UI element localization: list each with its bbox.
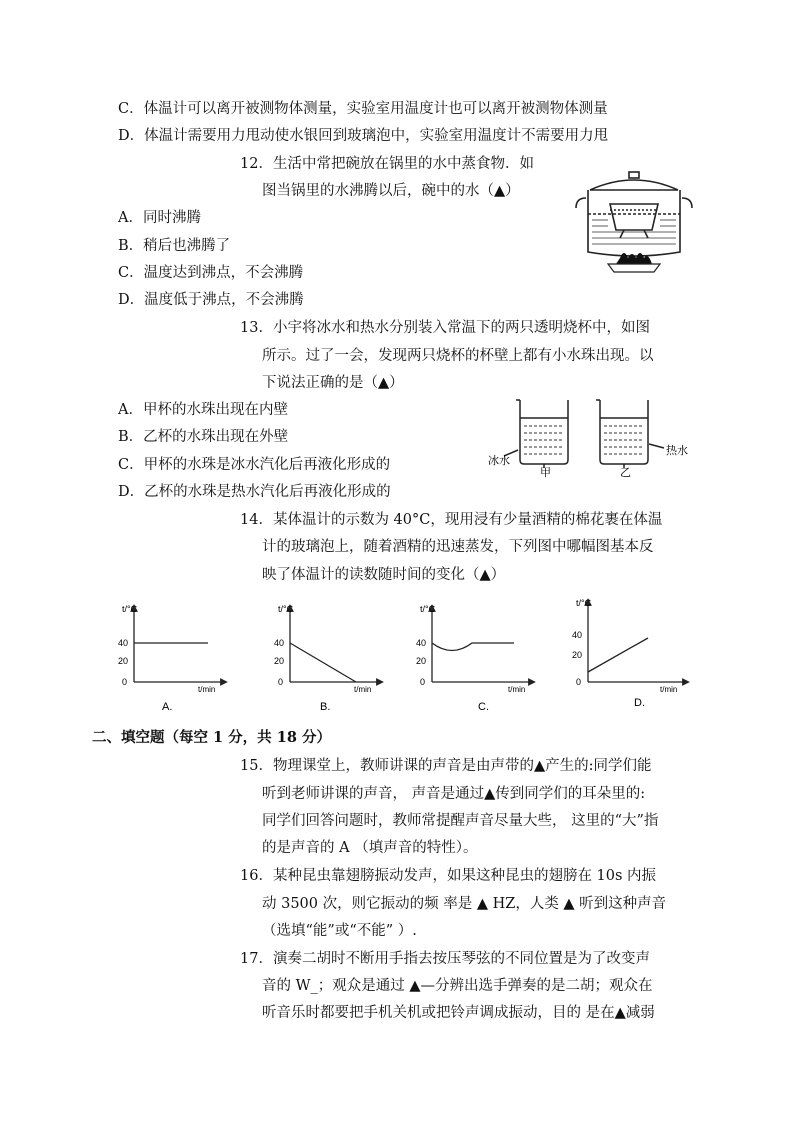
graph-d-tick-20: 20: [572, 650, 583, 660]
steamer-pot-figure: [568, 160, 700, 282]
graph-b-curve: [290, 643, 356, 682]
graph-d-tick-40: 40: [572, 630, 583, 640]
q16-line1: 16．某种昆虫靠翅膀振动发声，如果这种昆虫的翅膀在 10s 内振: [240, 868, 657, 884]
q13-option-c: C．甲杯的水珠是冰水汽化后再液化形成的: [118, 457, 391, 473]
graph-b-y-unit: t/°C: [278, 604, 294, 614]
graph-b-label: B.: [320, 701, 331, 713]
graph-c-tick-0: 0: [420, 677, 426, 687]
graph-a: [118, 604, 224, 713]
q13-stem-line3: 下说法正确的是（▲）: [262, 375, 404, 391]
graph-a-tick-20: 20: [118, 656, 129, 666]
q13-option-b: B．乙杯的水珠出现在外壁: [118, 429, 289, 445]
q12-stem-line1: 12．生活中常把碗放在锅里的水中蒸食物．如: [240, 156, 534, 172]
q15-line1: 15．物理课堂上，教师讲课的声音是由声带的▲产生的:同学们能: [240, 758, 652, 774]
q12-option-b: B．稍后也沸腾了: [118, 238, 231, 254]
graph-b-tick-20: 20: [274, 656, 285, 666]
q12-option-c: C．温度达到沸点，不会沸腾: [118, 265, 304, 281]
beakers-figure: [488, 394, 698, 484]
q14-graphs: [100, 598, 720, 718]
graph-a-tick-0: 0: [122, 677, 128, 687]
label-hot-water: 热水: [666, 445, 688, 457]
graph-d-curve: [588, 638, 648, 672]
q15-line3: 同学们回答问题时，教师常提醒声音尽量大些， 这里的“大”指: [262, 813, 659, 829]
q13-option-d: D．乙杯的水珠是热水汽化后再液化形成的: [118, 484, 391, 500]
graph-c-label: C.: [478, 701, 489, 713]
graph-a-tick-40: 40: [118, 638, 129, 648]
q13-stem-line1: 13．小宇将冰水和热水分别装入常温下的两只透明烧杯中，如图: [240, 320, 650, 336]
graph-d-tick-0: 0: [576, 677, 582, 687]
q12-option-d: D．温度低于沸点，不会沸腾: [118, 292, 304, 308]
q17-line2: 音的 W_；观众是通过 ▲—分辨出选手弹奏的是二胡；观众在: [262, 978, 653, 994]
q12-option-a: A．同时沸腾: [118, 210, 201, 226]
q15-line4: 的是声音的 A （填声音的特性）。: [262, 840, 478, 856]
graph-c: [416, 604, 532, 713]
graph-a-label: A.: [162, 701, 173, 713]
label-cup-yi: 乙: [620, 467, 631, 479]
section-2-heading: 二、填空题（每空 1 分，共 18 分）: [92, 729, 331, 746]
graph-c-tick-20: 20: [416, 656, 427, 666]
graph-c-tick-40: 40: [416, 638, 427, 648]
q14-stem-line2: 计的玻璃泡上，随着酒精的迅速蒸发，下列图中哪幅图基本反: [262, 539, 654, 555]
q16-line2: 动 3500 次，则它振动的频 率是 ▲ HZ，人类 ▲ 听到这种声音: [262, 896, 667, 912]
graph-d: [572, 598, 686, 709]
graph-b-tick-40: 40: [274, 638, 285, 648]
q14-stem-line3: 映了体温计的读数随时间的变化（▲）: [262, 567, 506, 583]
label-cup-jia: 甲: [540, 467, 551, 479]
graph-d-label: D.: [634, 697, 645, 709]
q13-stem-line2: 所示。过了一会，发现两只烧杯的杯壁上都有小水珠出现。以: [262, 348, 654, 364]
graph-b-x-unit: t/min: [354, 685, 372, 694]
graph-a-x-unit: t/min: [198, 685, 216, 694]
graph-d-x-unit: t/min: [660, 685, 678, 694]
q17-line1: 17．演奏二胡时不断用手指去按压琴弦的不同位置是为了改变声: [240, 951, 650, 967]
graph-a-y-unit: t/°C: [122, 604, 138, 614]
graph-b: [274, 604, 380, 713]
graph-c-curve: [432, 643, 514, 651]
graph-b-tick-0: 0: [278, 677, 284, 687]
label-ice-water: 冰水: [488, 455, 510, 467]
q14-stem-line1: 14．某体温计的示数为 40°C，现用浸有少量酒精的棉花裹在体温: [240, 512, 663, 528]
option-c-thermometer: C．体温计可以离开被测物体测量，实验室用温度计也可以离开被测物体测量: [118, 101, 608, 117]
option-d-thermometer: D．体温计需要用力甩动使水银回到玻璃泡中，实验室用温度计不需要用力甩: [118, 128, 609, 144]
q13-option-a: A．甲杯的水珠出现在内壁: [118, 402, 288, 418]
q12-stem-line2: 图当锅里的水沸腾以后，碗中的水（▲）: [262, 183, 520, 199]
graph-c-y-unit: t/°C: [420, 604, 436, 614]
q16-line3: （选填“能”或“不能” ）.: [262, 923, 417, 939]
graph-d-y-unit: t/°C: [576, 598, 592, 608]
q17-line3: 听音乐时都要把手机关机或把铃声调成振动，目的 是在▲减弱: [262, 1005, 655, 1021]
graph-c-x-unit: t/min: [508, 685, 526, 694]
q15-line2: 听到老师讲课的声音， 声音是通过▲传到同学们的耳朵里的:: [262, 786, 646, 802]
